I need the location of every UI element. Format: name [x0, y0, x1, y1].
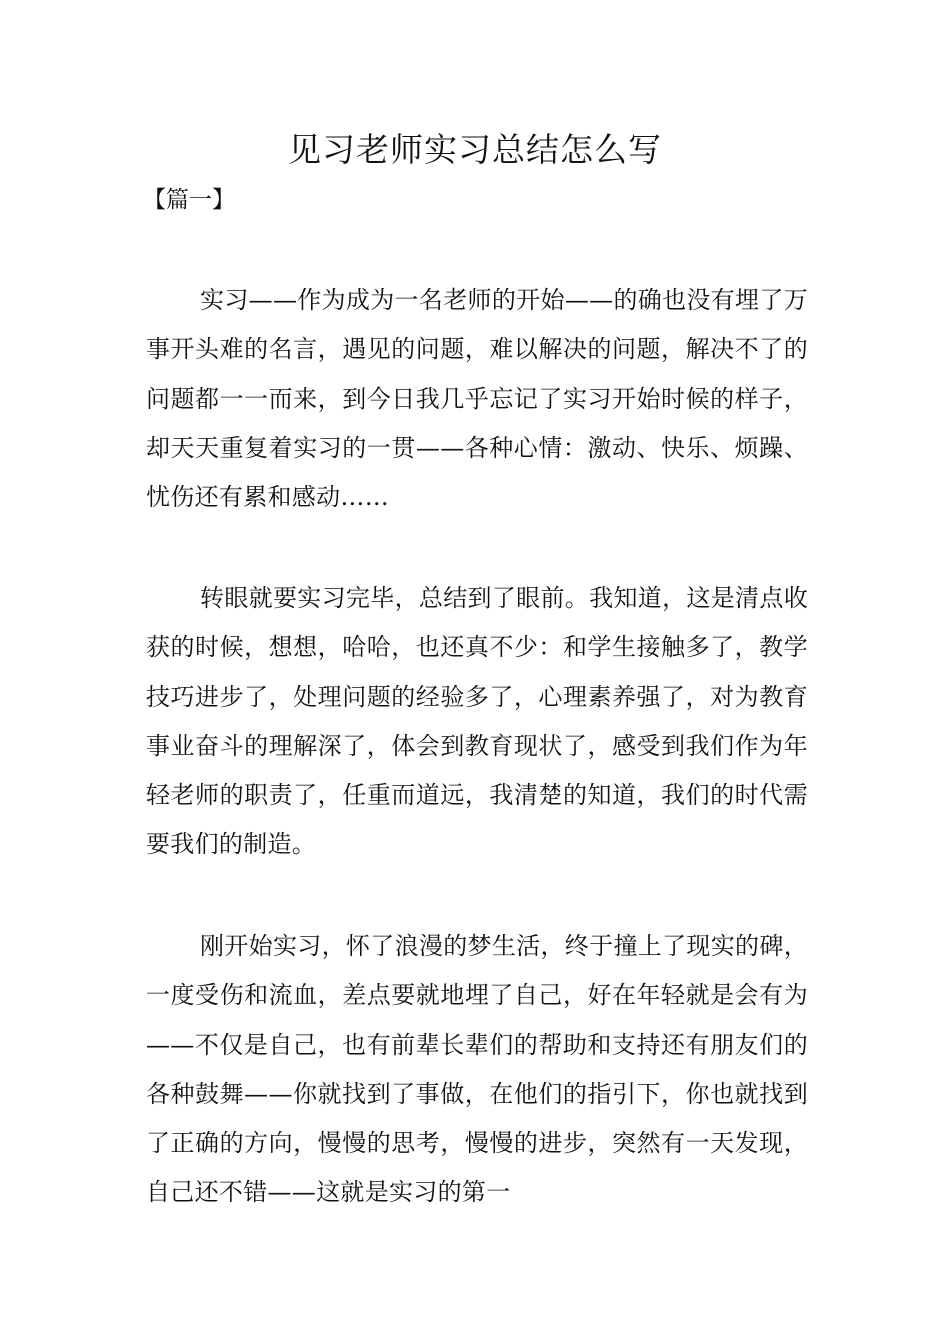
section-label: 【篇一】	[143, 187, 235, 213]
paragraph-2: 转眼就要实习完毕，总结到了眼前。我知道，这是清点收获的时候，想想，哈哈，也还真不少：和学生接触多了，教学技巧进步了，处理问题的经验多了，心理素养强了，对为教育事业奋斗的理解深了，体会到教育现状了，感受到我们作为年轻老师的职责了，任重而道远，我清楚的知道，我们的时代需要我们的制造。	[146, 584, 808, 859]
paragraph-1: 实习——作为成为一名老师的开始——的确也没有埋了万事开头难的名言，遇见的问题，难以解决的问题，解决不了的问题都一一而来，到今日我几乎忘记了实习开始时候的样子，却天天重复着实习的一贯——各种心情：激动、快乐、烦躁、忧伤还有累和感动……	[146, 286, 808, 512]
document-title: 见习老师实习总结怎么写	[288, 130, 662, 169]
paragraph-3: 刚开始实习，怀了浪漫的梦生活，终于撞上了现实的碑，一度受伤和流血，差点要就地埋了自己，好在年轻就是会有为——不仅是自己，也有前辈长辈们的帮助和支持还有朋友们的各种鼓舞——你就找到了事做，在他们的指引下，你也就找到了正确的方向，慢慢的思考，慢慢的进步，突然有一天发现，自己还不错——这就是实习的第一	[146, 932, 808, 1207]
